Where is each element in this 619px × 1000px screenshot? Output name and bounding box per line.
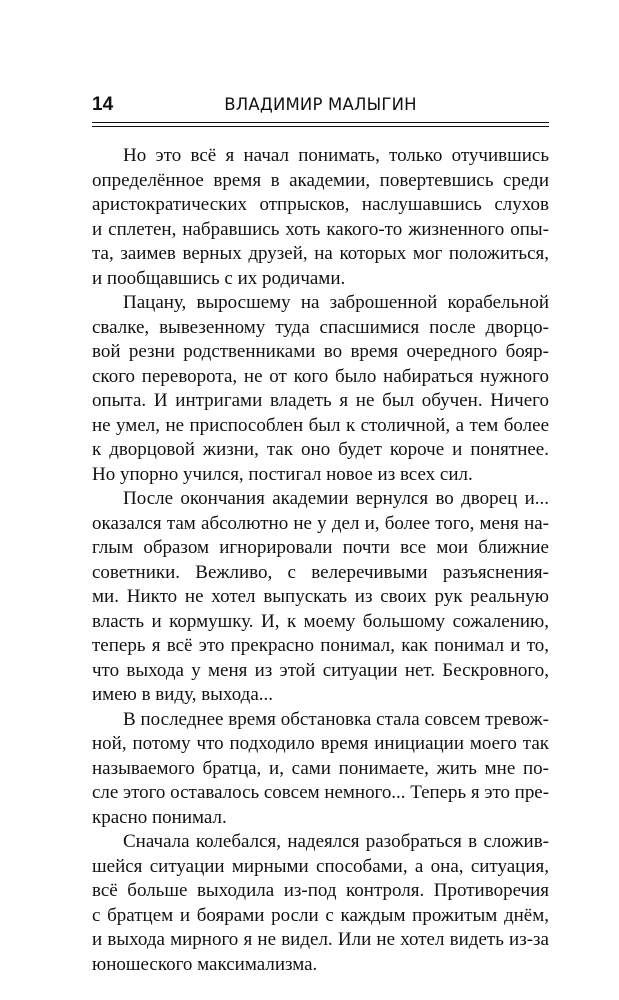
text-line: Сначала колебался, надеялся разобраться в сложив- [123, 831, 549, 852]
text-line: к дворцовой жизни, так оно будет короче и понятнее. [92, 439, 549, 460]
text-line: не умел, не приспособлен был к столичной, а тем более [92, 414, 549, 436]
text-line: и пообщавшись с их родичами. [92, 267, 346, 289]
header-rule-bottom [92, 126, 549, 127]
text-line: свалке, вывезенному туда спасшимися после дворцо- [92, 316, 549, 338]
paragraph [92, 487, 549, 708]
text-line: и выхода мирного я не видел. Или не хотел видеть из-за [92, 929, 549, 950]
text-line: советники. Вежливо, с велеречивыми разъяснения- [92, 561, 549, 583]
text-line: ми. Никто не хотел выпускать из своих рук реальную [92, 586, 549, 607]
paragraph [92, 144, 549, 291]
paragraph [92, 830, 549, 977]
text-line: шейся ситуации мирными способами, а она, ситуация, [92, 855, 549, 877]
text-line: ского переворота, не от кого было набираться нужного [92, 365, 549, 387]
text-line: красно понимал. [92, 806, 227, 828]
body-text [92, 144, 549, 977]
text-line: та, заимев верных друзей, на которых мог положиться, [92, 243, 549, 264]
text-line: власть и кормушку. И, к моему большому сожалению, [92, 610, 549, 632]
text-line: что выхода у меня из этой ситуации нет. Бескровного, [92, 659, 549, 681]
text-line: имею в виду, выхода... [92, 684, 274, 705]
text-line: глым образом игнорировали почти все мои ближние [92, 537, 549, 558]
text-line: оказался там абсолютно не у дел и, более того, меня на- [92, 512, 549, 534]
text-line: теперь я всё это прекрасно понимал, как понимал и то, [92, 635, 549, 656]
page-number: 14 [92, 94, 114, 115]
page-header [92, 93, 549, 117]
text-line: и сплетен, набравшись хоть какого-то жизненного опы- [92, 218, 549, 240]
text-line: всё больше выходила из-под контроля. Противоречия [92, 880, 549, 901]
header-rule-top [92, 122, 549, 123]
paragraph [92, 708, 549, 831]
text-line: юношеского максимализма. [92, 953, 318, 975]
text-line: Но это всё я начал понимать, только отучившись [123, 145, 549, 166]
text-line: называемого братца, и, сами понимаете, жить мне по- [92, 757, 549, 779]
text-line: После окончания академии вернулся во дворец и... [123, 488, 549, 509]
text-line: опыта. И интригами владеть я не был обучен. Ничего [92, 390, 549, 411]
paragraph [92, 291, 549, 487]
text-line: сле этого оставалось совсем немного... Теперь я это пре- [92, 782, 550, 803]
text-line: Пацану, выросшему на заброшенной корабельной [123, 292, 549, 313]
text-line: аристократических отпрысков, наслушавшись слухов [92, 194, 549, 215]
running-head-author: ВЛАДИМИР МАЛЫГИН [224, 95, 417, 114]
text-line: вой резни родственниками во время очередного бояр- [92, 341, 549, 362]
text-line: определённое время в академии, повертевшись среди [92, 169, 549, 191]
text-line: Но упорно учился, постигал новое из всех сил. [92, 463, 473, 485]
text-line: с братцем и боярами росли с каждым прожитым днём, [92, 904, 549, 926]
text-line: В последнее время обстановка стала совсем тревож- [123, 708, 549, 730]
text-line: ной, потому что подходило время инициации моего так [92, 733, 549, 754]
